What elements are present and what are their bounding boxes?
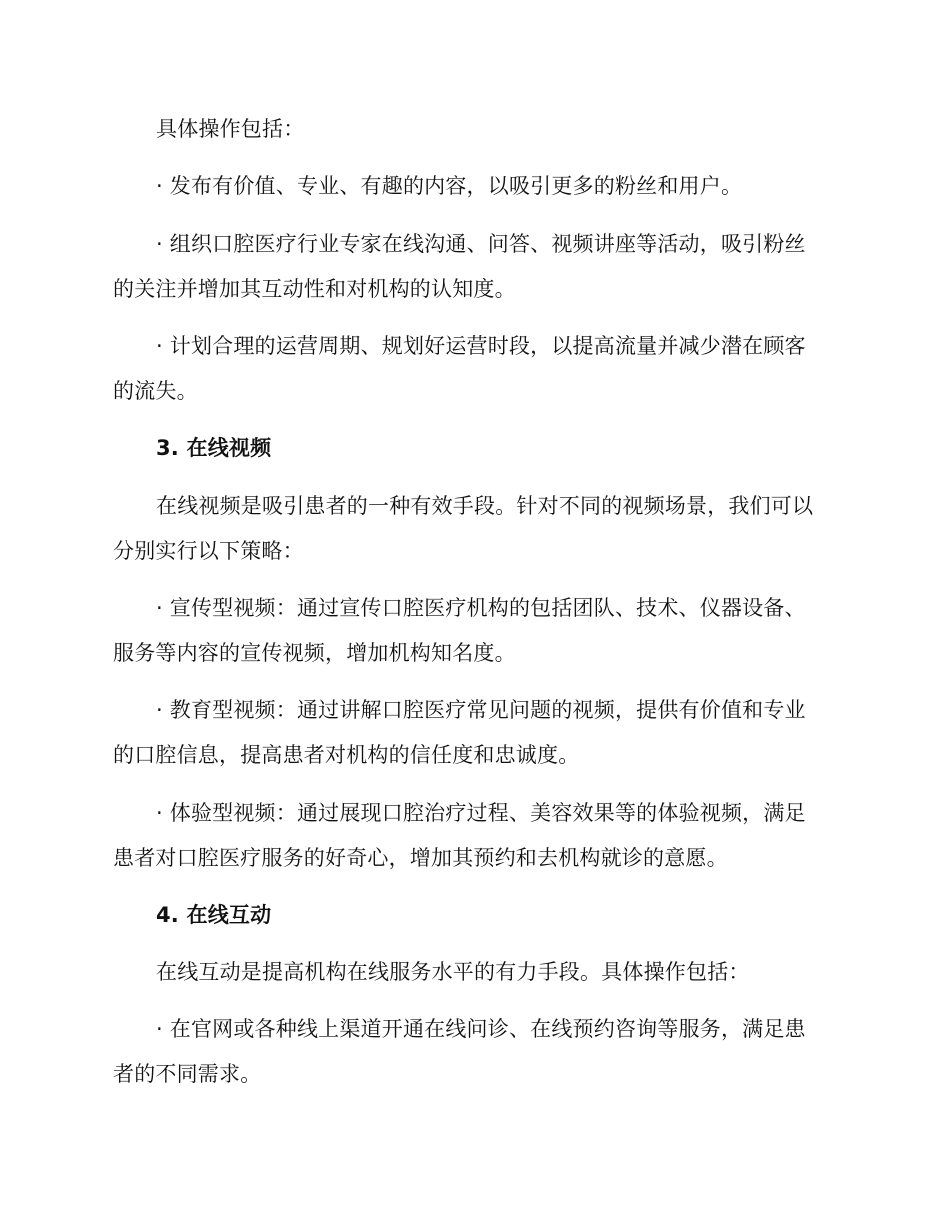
- paragraph-video-line1: 在线视频是吸引患者的一种有效手段。针对不同的视频场景，我们可以: [156, 494, 814, 518]
- bullet-promo-video-line2: 服务等内容的宣传视频，增加机构知名度。: [113, 641, 516, 665]
- paragraph-interaction: 在线互动是提高机构在线服务水平的有力手段。具体操作包括：: [156, 960, 750, 984]
- bullet-online-consultation-line1: · 在官网或各种线上渠道开通在线问诊、在线预约咨询等服务，满足患: [156, 1017, 806, 1041]
- section-heading-online-interaction: 4. 在线互动: [156, 903, 272, 927]
- bullet-experience-video-line2: 患者对口腔医疗服务的好奇心，增加其预约和去机构就诊的意愿。: [113, 846, 728, 870]
- bullet-expert-activities-line2: 的关注并增加其互动性和对机构的认知度。: [113, 277, 516, 301]
- bullet-operation-cycle-line1: · 计划合理的运营周期、规划好运营时段，以提高流量并减少潜在顾客: [156, 334, 806, 358]
- section-heading-online-video: 3. 在线视频: [156, 436, 272, 460]
- bullet-online-consultation-line2: 者的不同需求。: [113, 1062, 262, 1086]
- bullet-education-video-line2: 的口腔信息，提高患者对机构的信任度和忠诚度。: [113, 743, 580, 767]
- bullet-operation-cycle-line2: 的流失。: [113, 379, 198, 403]
- paragraph-video-line2: 分别实行以下策略：: [113, 539, 304, 563]
- bullet-promo-video-line1: · 宣传型视频：通过宣传口腔医疗机构的包括团队、技术、仪器设备、: [156, 596, 806, 620]
- bullet-expert-activities-line1: · 组织口腔医疗行业专家在线沟通、问答、视频讲座等活动，吸引粉丝: [156, 232, 806, 256]
- bullet-publish-content: · 发布有价值、专业、有趣的内容，以吸引更多的粉丝和用户。: [156, 174, 743, 198]
- paragraph-intro: 具体操作包括：: [156, 117, 305, 141]
- bullet-education-video-line1: · 教育型视频：通过讲解口腔医疗常见问题的视频，提供有价值和专业: [156, 698, 806, 722]
- bullet-experience-video-line1: · 体验型视频：通过展现口腔治疗过程、美容效果等的体验视频，满足: [156, 801, 806, 825]
